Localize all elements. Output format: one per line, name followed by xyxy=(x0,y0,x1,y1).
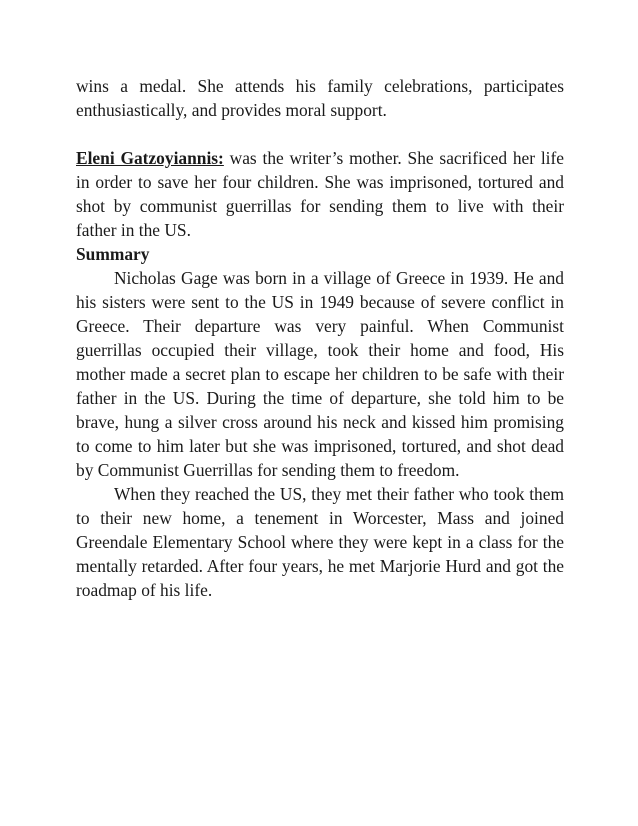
character-name: Eleni Gatzoyiannis: xyxy=(76,148,224,168)
character-description: was the writer’s mother. She sacrificed her life in order to save her four children. She was imprisoned, tortured and shot by communist guerrillas for sending them to live with their father in the US. xyxy=(76,148,564,240)
paragraph-spacer xyxy=(76,122,564,146)
summary-heading: Summary xyxy=(76,244,150,264)
character-entry xyxy=(76,146,564,242)
document-page xyxy=(76,74,564,602)
summary-paragraph-1: Nicholas Gage was born in a village of Greece in 1939. He and his sisters were sent to the US in 1949 because of severe conflict in Greece. Their departure was very painful. When Communist guerrillas occupied their village, took their home and food, His mother made a secret plan to escape her children to be safe with their father in the US. During the time of departure, she told him to be brave, hung a silver cross around his neck and kissed him promising to come to him later but she was imprisoned, tortured, and shot dead by Communist Guerrillas for sending them to freedom. xyxy=(76,268,564,480)
summary-paragraph-2: When they reached the US, they met their father who took them to their new home, a tenement in Worcester, Mass and joined Greendale Elementary School where they were kept in a class for the mentally retarded. After four years, he met Marjorie Hurd and got the roadmap of his life. xyxy=(76,484,564,600)
continuation-paragraph: wins a medal. She attends his family celebrations, participates enthusiastically, and provides moral support. xyxy=(76,76,564,120)
